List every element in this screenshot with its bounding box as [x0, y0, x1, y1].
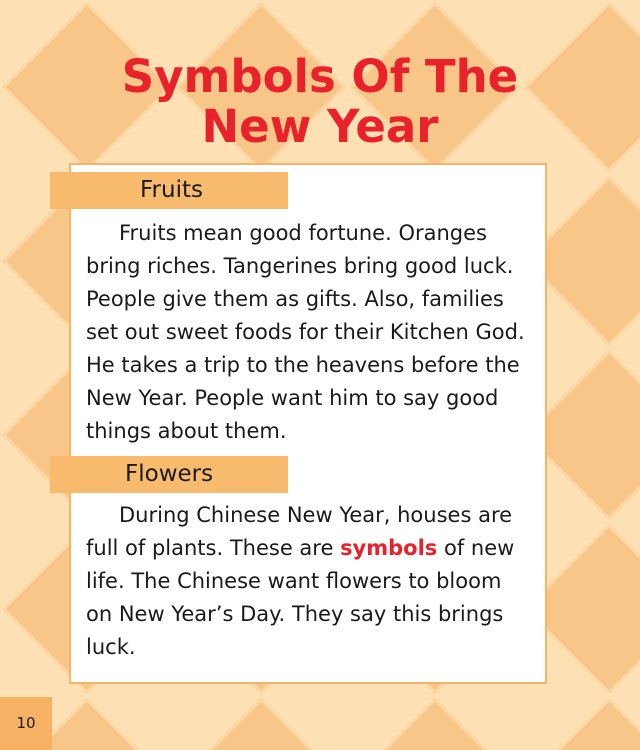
page-title-line-1: Symbols Of The: [121, 50, 519, 103]
flowers-text-before: During Chinese New Year, houses are full of plants. These are: [86, 503, 513, 560]
flowers-paragraph: [86, 499, 526, 664]
page-title-line-2: New Year: [201, 100, 439, 153]
section-heading-flowers: Flowers: [50, 456, 288, 493]
page-number: 10: [0, 697, 52, 750]
flowers-text-after: of new life. The Chinese want flowers to bloom on New Year’s Day. They say this brings luck.: [86, 536, 515, 659]
vocab-word-symbols[interactable]: symbols: [340, 536, 438, 560]
section-heading-fruits: Fruits: [50, 172, 288, 209]
page-title: [0, 52, 640, 152]
fruits-paragraph: Fruits mean good fortune. Oranges bring riches. Tangerines bring good luck. People give them as gifts. Also, families set out sweet foods for their Kitchen God. He takes a trip to the heavens before the New Year. People want him to say good things about them.: [86, 221, 525, 443]
